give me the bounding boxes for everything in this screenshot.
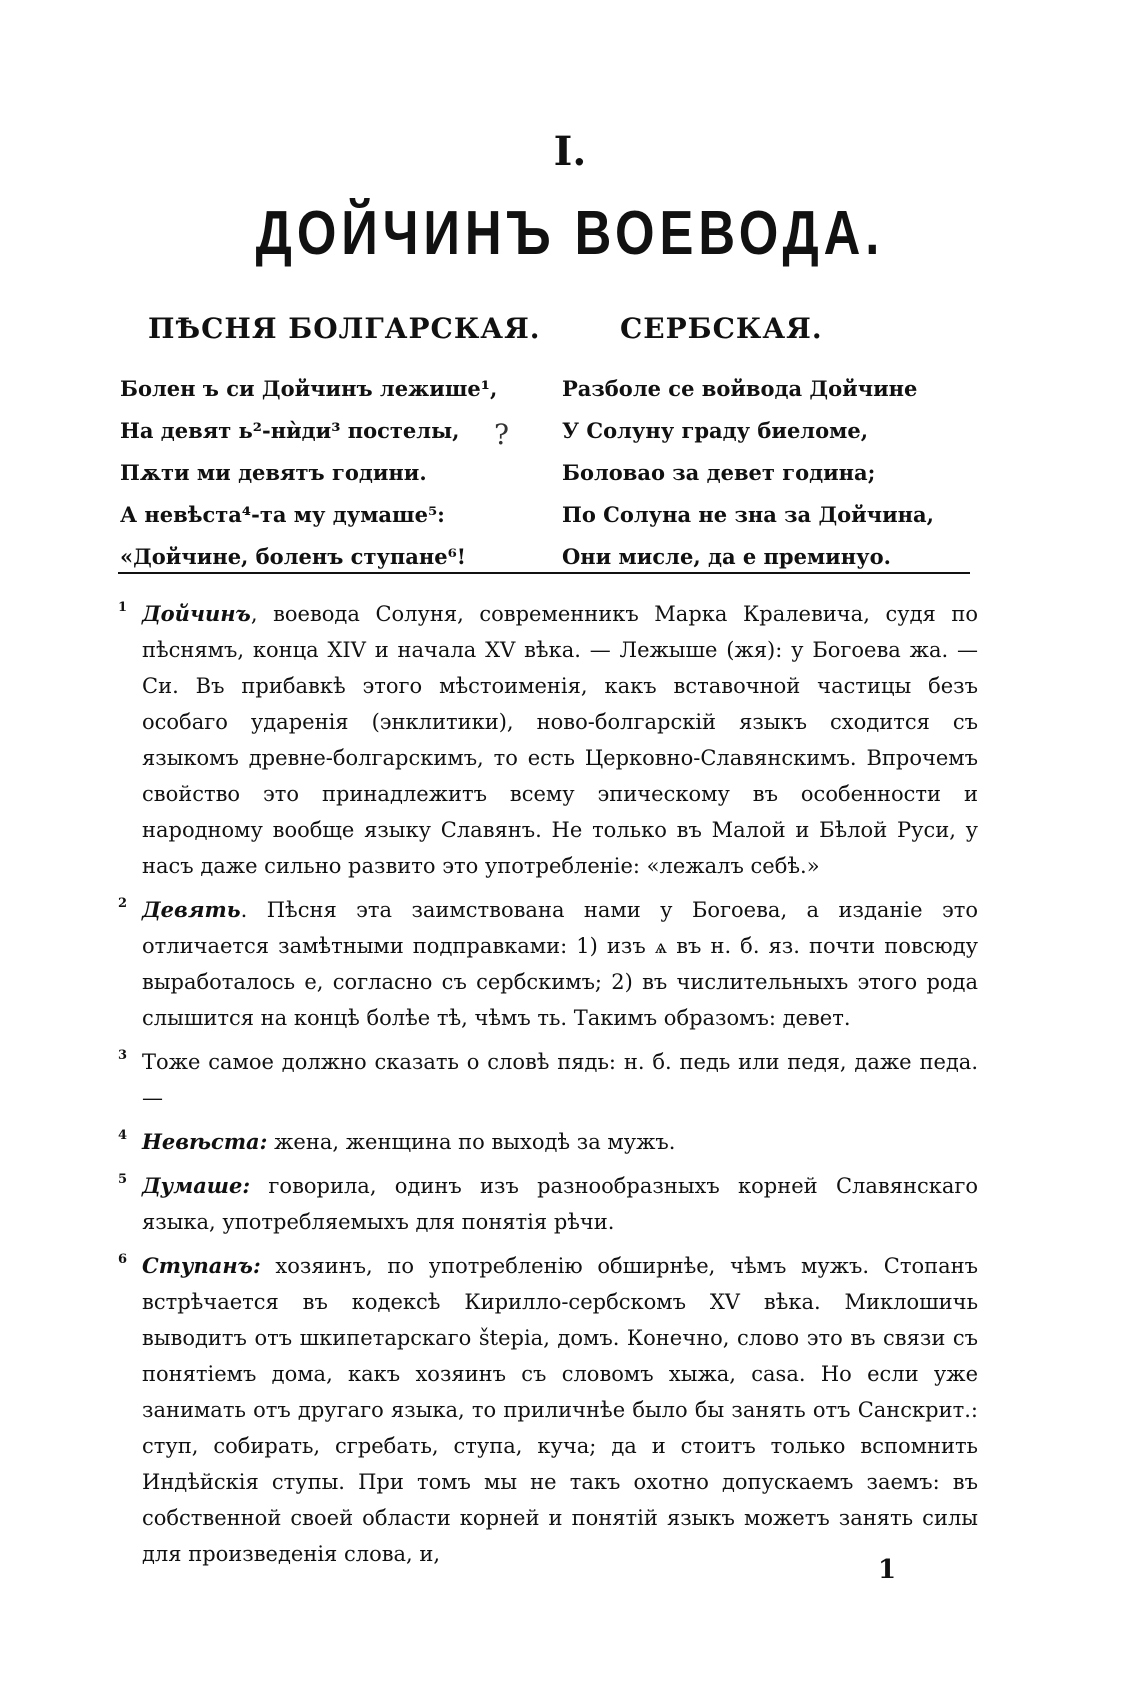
verse-line: Разболе се войвода Дойчине [562, 376, 918, 401]
footnote-text: говорила, одинъ изъ разнообразныхъ корней Славянскаго языка, употребляемыхъ для понятія рѣчи. [142, 1174, 978, 1234]
serbian-verses [562, 368, 934, 578]
verse-line: Пѫти ми девятъ години. [120, 460, 427, 485]
footnote-text: . Пѣсня эта заимствована нами у Богоева, а изданіе это отличается замѣтными подправками: 1) изъ ѧ въ н. б. яз. почти повсюду выработалось е, согласно съ сербскимъ; 2) въ числительныхъ этого рода слышится на концѣ болѣе тѣ, чѣмъ ть. Такимъ образомъ: девет. [142, 898, 978, 1030]
chapter-number: I. [553, 128, 587, 175]
verse-line: Они мисле, да е преминуо. [562, 544, 891, 569]
footnote-text: хозяинъ, по употребленію обширнѣе, чѣмъ мужъ. Стопанъ встрѣчается въ кодексѣ Кирилло-сербскомъ XV вѣка. Миклошичь выводитъ отъ шкипетарскаго štepia, домъ. Конечно, слово это въ связи съ понятіемъ дома, какъ хозяинъ съ словомъ хыжа, casa. Но если уже занимать отъ другаго языка, то приличнѣе было бы занять отъ Санскрит.: ступ, собирать, сгребать, ступа, куча; да и стоитъ только вспомнить Индѣйскія ступы. При томъ мы не такъ охотно допускаемъ заемъ: въ собственной своей области корней и понятій языкъ можетъ занять силы для произведенія слова, и, [142, 1254, 978, 1566]
footnote [118, 1124, 978, 1160]
serbian-heading: СЕРБСКАЯ. [620, 312, 823, 345]
footnote-lemma: Невѣста: [142, 1129, 268, 1154]
footnote-divider [118, 572, 970, 574]
verse-line: У Солуну граду биеломе, [562, 418, 869, 443]
verse-line: Болен ъ си Дойчинъ лежише¹, [120, 376, 498, 401]
footnote [118, 892, 978, 1036]
footnote [118, 1168, 978, 1240]
footnote-text: , воевода Солуня, современникъ Марка Кралевича, судя по пѣснямъ, конца XIV и начала XV вѣка. — Лежыше (жя): у Богоева жа. — Си. Въ прибавкѣ этого мѣстоименія, какъ вставочной частицы безъ особаго ударенія (энклитики), ново-болгарскій языкъ сходится съ языкомъ древне-болгарскимъ, то есть Церковно-Славянскимъ. Впрочемъ свойство это принадлежитъ всему эпическому въ особенности и народному вообще языку Славянъ. Не только въ Малой и Бѣлой Руси, у насъ даже сильно развито это употребленіе: «лежалъ себѣ.» [142, 602, 978, 878]
footnote-lemma: Девять [142, 897, 241, 922]
bulgarian-heading: ПѢСНЯ БОЛГАРСКАЯ. [148, 312, 541, 345]
footnote [118, 1248, 978, 1572]
footnote-text: Тоже самое должно сказать о словѣ пядь: н. б. педь или педя, даже педа. — [142, 1050, 978, 1110]
page-number: 1 [878, 1555, 897, 1585]
verse-line: Боловао за девет година; [562, 460, 876, 485]
footnote-number: 6 [118, 1252, 128, 1267]
footnote-lemma: Дойчинъ [142, 601, 251, 626]
footnote-lemma: Думаше: [142, 1173, 251, 1198]
footnote [118, 1044, 978, 1116]
margin-query-mark: ? [494, 418, 510, 451]
footnote-text: жена, женщина по выходѣ за мужъ. [267, 1130, 676, 1154]
footnote-number: 5 [118, 1172, 128, 1187]
bulgarian-verses [120, 368, 497, 578]
page-title: ДОЙЧИНЪ ВОЕВОДА. [255, 199, 885, 268]
footnote [118, 596, 978, 884]
verse-line: На девят ь²-нѝди³ постелы, [120, 418, 460, 443]
footnote-number: 3 [118, 1048, 128, 1063]
footnote-number: 2 [118, 896, 128, 911]
footnote-number: 1 [118, 600, 128, 615]
footnote-lemma: Ступанъ: [142, 1253, 261, 1278]
verse-line: «Дойчине, боленъ ступане⁶! [120, 544, 467, 569]
footnote-number: 4 [118, 1128, 128, 1143]
verse-line: По Солуна не зна за Дойчина, [562, 502, 934, 527]
verse-line: А невѣста⁴-та му думаше⁵: [120, 502, 445, 527]
footnotes [118, 596, 978, 1580]
